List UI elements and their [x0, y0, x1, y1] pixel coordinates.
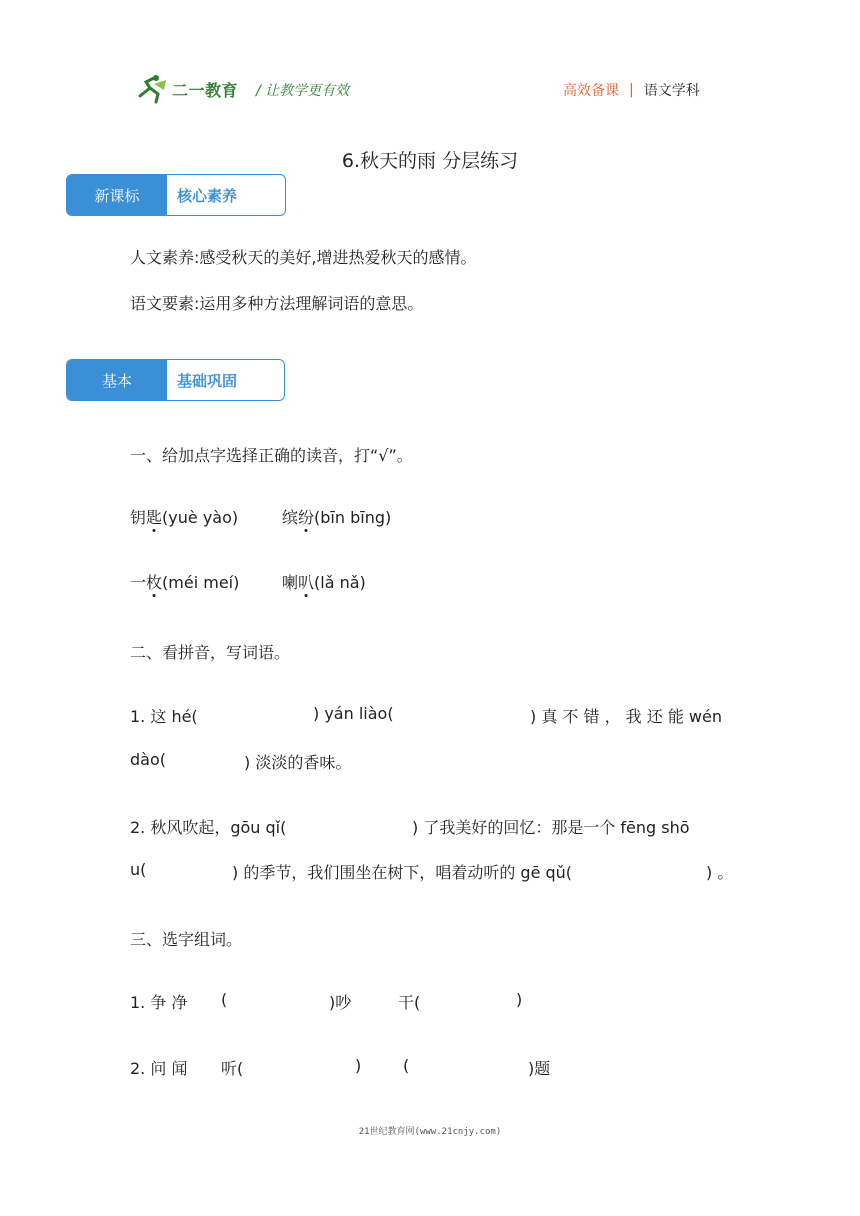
q3-r1-part: )吵: [329, 993, 352, 1012]
tag-right-label: 核心素养: [177, 186, 238, 205]
q3-r1-part: 干(: [398, 993, 421, 1012]
q1-item: [282, 570, 366, 593]
slogan: / 让教学更有效: [256, 83, 350, 99]
q2-s1-part: ) 淡淡的香味。: [244, 753, 352, 772]
q1-item-dotted-char: 纷: [298, 505, 314, 528]
q1-item-char: 喇: [282, 573, 299, 592]
q1-item: [282, 505, 391, 528]
q1-item: [130, 570, 239, 593]
q2-s2-part: ) 的季节，我们围坐在树下，唱着动听的 gē qǔ(: [232, 863, 573, 882]
q3-r2-part: ): [355, 1056, 362, 1075]
section-tag-core-literacy: [66, 174, 286, 216]
q3-r1-part: ): [516, 990, 523, 1009]
q2-s1-part: ) yán liào(: [313, 704, 394, 723]
q3-r2-part: (: [403, 1056, 410, 1075]
runner-logo-icon: [136, 74, 170, 104]
q1-item-dotted-char: 枚: [146, 570, 162, 593]
tag-left-label: 新课标: [67, 175, 167, 215]
tag-left-label: 基本: [67, 360, 167, 400]
header-separator: |: [629, 82, 634, 98]
q1-item-options: (bīn bīng): [314, 508, 392, 527]
q1-item-dotted-char: 叭: [298, 570, 314, 593]
q1-item-options: (yuè yào): [162, 508, 239, 527]
q2-s2-part: ) 。: [706, 863, 734, 882]
tag-right-label: 基础巩固: [177, 371, 238, 390]
logo-text: 二一教育: [172, 80, 239, 100]
q2-s1-part: ) 真 不 错 ， 我 还 能 wén: [530, 707, 723, 726]
header-efficient-prep: 高效备课: [563, 83, 619, 99]
page-footer: 21世纪教育网(www.21cnjy.com): [358, 1127, 502, 1137]
q2-s2-part: ) 了我美好的回忆：那是一个 fēng shō: [412, 818, 690, 837]
q1-item: [130, 505, 238, 528]
section-tag-basic: [66, 359, 285, 401]
q2-s1-part: dào(: [130, 750, 166, 769]
q3-r2-chars: 2. 问 闻: [130, 1059, 188, 1078]
q2-heading: 二、看拼音，写词语。: [130, 643, 291, 662]
q1-heading: 一、给加点字选择正确的读音，打“√”。: [130, 446, 413, 465]
brand-logo: [136, 74, 238, 104]
q1-item-options: (méi meí): [162, 573, 240, 592]
literacy-line-1: 人文素养:感受秋天的美好,增进热爱秋天的感情。: [130, 248, 477, 267]
q3-r2-part: 听(: [221, 1059, 244, 1078]
q2-s2-part: u(: [130, 860, 147, 879]
q1-item-options: (lǎ nǎ): [314, 573, 366, 592]
q3-r1-chars: 1. 争 净: [130, 993, 188, 1012]
q2-s1-part: 1. 这 hé(: [130, 707, 198, 726]
q1-item-char: 一: [130, 573, 147, 592]
literacy-line-2: 语文要素:运用多种方法理解词语的意思。: [130, 294, 424, 313]
q1-item-char: 钥: [130, 508, 147, 527]
header-subject: 语文学科: [643, 83, 700, 99]
q1-item-char: 缤: [282, 508, 299, 527]
q3-r1-part: (: [221, 990, 228, 1009]
q1-item-dotted-char: 匙: [146, 505, 162, 528]
q3-r2-part: )题: [528, 1059, 551, 1078]
page-title: 6.秋天的雨 分层练习: [341, 150, 519, 172]
header-right: [563, 80, 700, 100]
q3-heading: 三、选字组词。: [130, 930, 243, 949]
q2-s2-part: 2. 秋风吹起，gōu qǐ(: [130, 818, 287, 837]
